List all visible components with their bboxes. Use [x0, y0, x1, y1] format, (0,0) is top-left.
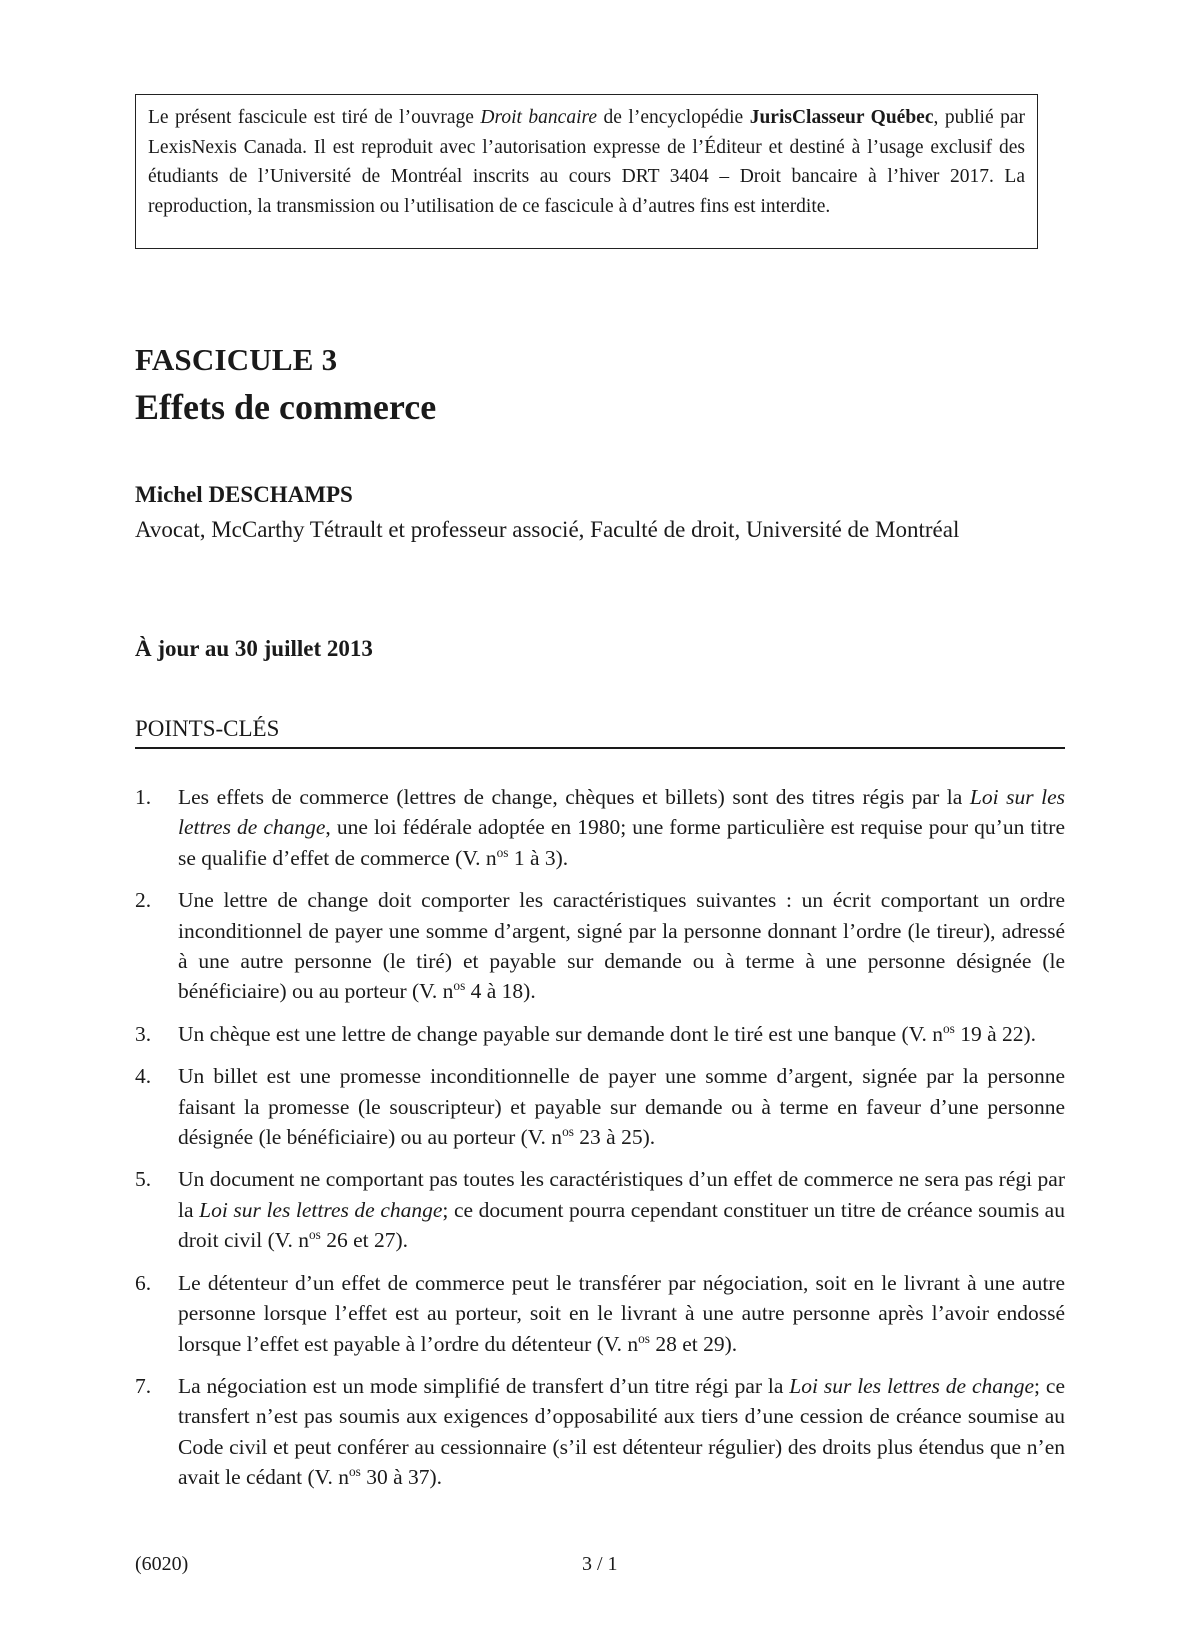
- key-point-text: [178, 1167, 1065, 1252]
- key-point-text-part: Les effets de commerce (lettres de change, chèques et billets) sont des titres régis par la: [178, 785, 970, 809]
- statute-title: Loi sur les lettres de change: [789, 1373, 1035, 1398]
- key-point-number: 2.: [135, 888, 152, 913]
- author-affiliation: Avocat, McCarthy Tétrault et professeur associé, Faculté de droit, Université de Montréal: [135, 517, 960, 542]
- notice-text-1: Le présent fascicule est tiré de l’ouvrage: [148, 107, 481, 128]
- key-point-text: [178, 1271, 1065, 1356]
- key-point-number: 1.: [135, 785, 152, 809]
- statute-title: Loi sur les lettres de change: [178, 785, 1065, 840]
- page-number: 3 / 1: [582, 1553, 618, 1575]
- key-point-number: 6.: [135, 1270, 152, 1295]
- encyclopedia-name: JurisClasseur Québec: [749, 107, 934, 128]
- key-point-item: [135, 1371, 1065, 1493]
- notice-text: [148, 103, 1025, 221]
- key-point-text-part: 23 à 25).: [573, 1125, 656, 1150]
- author-name: Michel DESCHAMPS: [135, 482, 353, 507]
- key-point-text-part: 4 à 18).: [465, 979, 536, 1004]
- superscript: os: [453, 978, 466, 994]
- fascicule-label: FASCICULE 3: [135, 342, 338, 377]
- key-point-text: [178, 1374, 1065, 1489]
- key-point-text-part: Un billet est une promesse inconditionnelle de payer une somme d’argent, signée par la personne faisant la promesse (le souscripteur) et payable sur demande ou à terme en faveur d’une personne désignée (le bénéficiaire) ou au porteur (V. n: [178, 1064, 1065, 1150]
- key-point-text-part: Une lettre de change doit comporter les caractéristiques suivantes : un écrit comportant un ordre inconditionnel de payer une somme d’argent, signé par la personne donnant l’ordre (le tireur), adressé à une autre personne (le tiré) et payable sur demande ou à terme à une personne désignée (le bénéficiaire) ou au porteur (V. n: [178, 888, 1065, 1004]
- key-point-item: [135, 1019, 1065, 1049]
- key-point-text-part: Le détenteur d’un effet de commerce peut le transférer par négociation, soit en le livrant à une autre personne lorsque l’effet est au porteur, soit en le livrant à une autre personne après l’avoir endossé lorsque l’effet est payable à l’ordre du détenteur (V. n: [178, 1270, 1065, 1356]
- key-point-item: [135, 1268, 1065, 1359]
- key-point-text: [178, 888, 1065, 1003]
- section-heading: POINTS-CLÉS: [135, 716, 1065, 749]
- key-point-item: [135, 885, 1065, 1007]
- work-title: Droit bancaire: [480, 107, 598, 128]
- superscript: os: [638, 1330, 650, 1346]
- key-point-item: [135, 782, 1065, 873]
- key-point-number: 3.: [135, 1021, 152, 1046]
- superscript: os: [348, 1463, 361, 1479]
- document-title: Effets de commerce: [135, 387, 437, 427]
- key-point-number: 4.: [135, 1064, 152, 1089]
- key-point-text-part: 1 à 3).: [508, 845, 569, 870]
- notice-text-3: , publié par LexisNexis Canada. Il est reproduit avec l’autorisation expresse de l’Éditeur et destiné à l’usage exclusif des étudiants de l’Université de Montréal inscrits au cours DRT 3404 – Droit bancaire à l’hiver 2017. La reproduction, la transmission ou l’utilisation de ce fascicule à d’autres fins est interdite.: [148, 107, 1026, 217]
- key-point-item: [135, 1164, 1065, 1255]
- copyright-notice: [135, 94, 1038, 249]
- key-point-item: [135, 1061, 1065, 1152]
- key-point-text-part: Un chèque est une lettre de change payable sur demande dont le tiré est une banque (V. n: [178, 1021, 943, 1046]
- key-point-text-part: 19 à 22).: [954, 1021, 1037, 1046]
- update-date: À jour au 30 juillet 2013: [135, 636, 373, 661]
- notice-text-2: de l’encyclopédie: [597, 107, 750, 128]
- key-point-text: [178, 1022, 1036, 1046]
- key-points-list: [135, 782, 1065, 1505]
- key-point-text-part: La négociation est un mode simplifié de transfert d’un titre régi par la: [178, 1373, 790, 1398]
- superscript: os: [562, 1123, 574, 1139]
- key-point-text-part: Un document ne comportant pas toutes les caractéristiques d’un effet de commerce ne sera pas régi par la: [178, 1167, 1065, 1222]
- key-point-text-part: , une loi fédérale adoptée en 1980; une forme particulière est requise pour qu’un titre se qualifie d’effet de commerce (V. n: [178, 815, 1065, 870]
- superscript: os: [942, 1020, 955, 1036]
- key-point-text-part: 28 et 29).: [649, 1331, 738, 1356]
- key-point-text: [178, 785, 1065, 870]
- key-point-text-part: ; ce transfert n’est pas soumis aux exigences d’opposabilité aux tiers d’une cession de créance soumise au Code civil et peut conférer au cessionnaire (s’il est détenteur régulier) des droits plus étendus que n’en avait le cédant (V. n: [178, 1373, 1065, 1490]
- statute-title: Loi sur les lettres de change: [199, 1197, 443, 1222]
- key-point-number: 7.: [135, 1373, 152, 1398]
- superscript: os: [308, 1227, 321, 1243]
- key-point-text-part: ; ce document pourra cependant constituer un titre de créance soumis au droit civil (V. n: [178, 1197, 1065, 1253]
- key-point-text-part: 26 et 27).: [320, 1228, 409, 1253]
- key-point-text-part: 30 à 37).: [360, 1465, 443, 1490]
- key-point-number: 5.: [135, 1167, 152, 1192]
- superscript: os: [496, 844, 509, 860]
- key-point-text: [178, 1064, 1065, 1149]
- footer-code: (6020): [135, 1553, 189, 1575]
